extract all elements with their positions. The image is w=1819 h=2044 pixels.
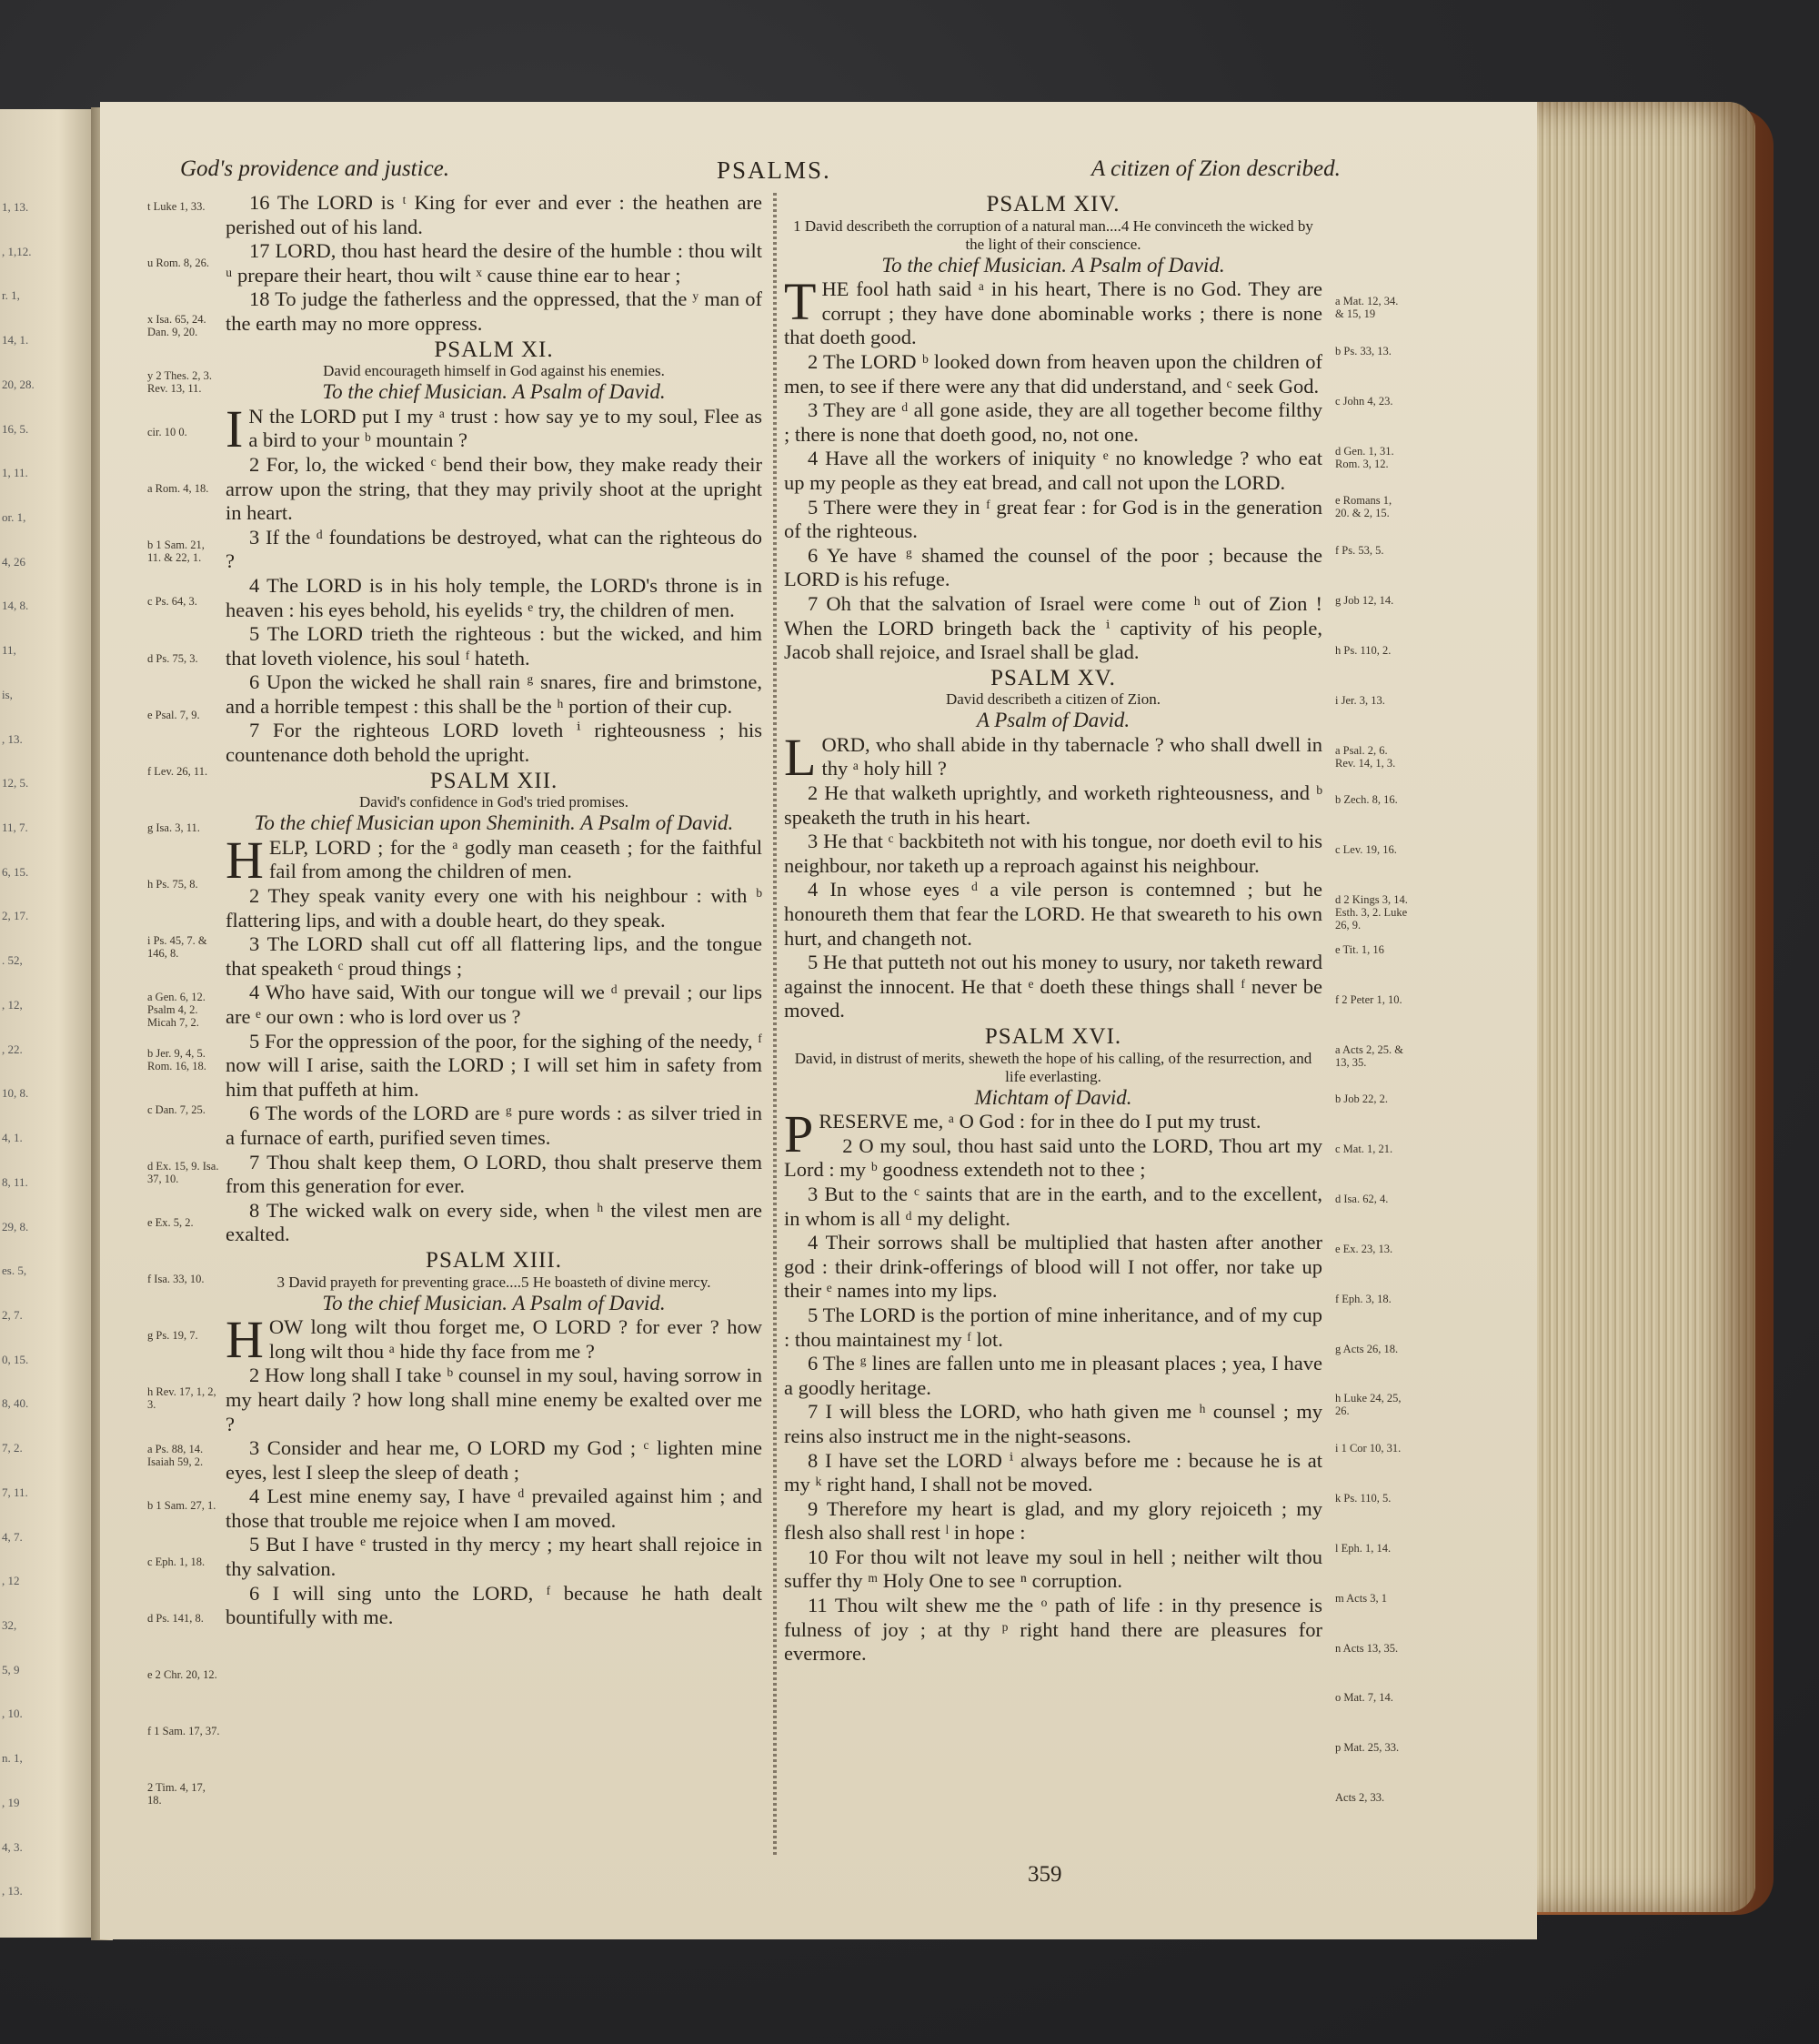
psalm-heading: PSALM XIII.	[426, 1247, 562, 1273]
psalm-superscription: To the chief Musician. A Psalm of David.	[881, 253, 1225, 277]
running-header-left: God's providence and justice.	[180, 156, 450, 181]
margin-reference: d Gen. 1, 31. Rom. 3, 12.	[1335, 444, 1394, 470]
psalm-superscription: To the chief Musician. A Psalm of David.	[322, 1291, 666, 1314]
left-page-reference: 4, 1.	[2, 1131, 23, 1145]
margin-reference: h Ps. 110, 2.	[1335, 643, 1392, 657]
margin-reference: c Dan. 7, 25.	[147, 1103, 206, 1117]
left-page-reference: 16, 5.	[2, 421, 29, 436]
verse: 11 Thou wilt shew me the ᵒ path of life : in thy presence is fulness of joy ; at thy ᵖ right hand there are pleasures for evermore.	[784, 1594, 1322, 1666]
verse: 3 If the ᵈ foundations be destroyed, what can the righteous do ?	[226, 525, 762, 573]
verse: 2 For, lo, the wicked ᶜ bend their bow, they make ready their arrow upon the string, that they may privily shoot at the upright in heart.	[226, 452, 762, 525]
margin-reference: o Mat. 7, 14.	[1335, 1691, 1393, 1705]
verse-text: ORD, who shall abide in thy tabernacle ? who shall dwell in thy ᵃ holy hill ?	[821, 732, 1322, 780]
margin-reference: c Mat. 1, 21.	[1335, 1143, 1393, 1156]
psalm-superscription: A Psalm of David.	[976, 709, 1131, 732]
margin-reference: e Ex. 5, 2.	[147, 1216, 194, 1230]
margin-reference: h Ps. 75, 8.	[147, 877, 198, 891]
psalm-heading: PSALM XVI.	[984, 1024, 1122, 1049]
left-page-reference: , 22.	[2, 1042, 23, 1056]
left-page-reference: 1, 13.	[2, 200, 29, 214]
margin-reference: d Ps. 141, 8.	[147, 1611, 204, 1625]
left-page-reference: 2, 7.	[2, 1307, 23, 1322]
margin-reference: c Ps. 64, 3.	[147, 595, 197, 609]
margin-reference: c Lev. 19, 16.	[1335, 843, 1397, 857]
verse: 7 Thou shalt keep them, O LORD, thou shalt preserve them from this generation for ever.	[226, 1150, 762, 1198]
margin-reference: c Eph. 1, 18.	[147, 1555, 206, 1568]
psalm-heading: PSALM XIV.	[986, 192, 1121, 216]
margin-reference: a Rom. 4, 18.	[147, 482, 209, 496]
left-page-reference: 4, 3.	[2, 1839, 23, 1854]
margin-reference: e Tit. 1, 16	[1335, 942, 1384, 956]
verse: 4 Who have said, With our tongue will we ᵈ prevail ; our lips are ᵉ our own : who is lord over us ?	[226, 981, 762, 1028]
verse: 5 The LORD is the portion of mine inheritance, and of my cup : thou maintainest my ᶠ lot.	[784, 1303, 1322, 1351]
margin-reference: k Ps. 110, 5.	[1335, 1492, 1392, 1505]
drop-cap: H	[226, 1310, 264, 1370]
left-page-reference: , 13.	[2, 1884, 23, 1898]
margin-reference: b Zech. 8, 16.	[1335, 793, 1398, 807]
margin-reference: b Job 22, 2.	[1335, 1092, 1388, 1106]
margin-reference: f Isa. 33, 10.	[147, 1273, 205, 1286]
left-page-reference: es. 5,	[2, 1264, 27, 1278]
margin-reference: m Acts 3, 1	[1335, 1591, 1387, 1605]
left-page-reference: 32,	[2, 1617, 17, 1632]
margin-reference: d 2 Kings 3, 14. Esth. 3, 2. Luke 26, 9.	[1335, 893, 1408, 932]
margin-reference: f Eph. 3, 18.	[1335, 1292, 1392, 1305]
verse: 3 The LORD shall cut off all flattering lips, and the tongue that speaketh ᶜ proud things ;	[226, 932, 762, 980]
left-page-reference: 14, 8.	[2, 599, 29, 613]
page-edges	[1510, 102, 1755, 1912]
left-page-reference: 11,	[2, 643, 16, 658]
verse: 4 Lest mine enemy say, I have ᵈ prevailed against him ; and those that trouble me rejoice when I am moved.	[226, 1485, 762, 1532]
left-page-reference: n. 1,	[2, 1751, 23, 1766]
margin-reference: f 1 Sam. 17, 37.	[147, 1724, 220, 1737]
left-page-reference: 7, 11.	[2, 1485, 28, 1499]
psalm-argument: David encourageth himself in God against his enemies.	[323, 362, 665, 380]
margin-reference: b Ps. 33, 13.	[1335, 344, 1392, 357]
verse-text: RESERVE me, ᵃ O God : for in thee do I put my trust.	[819, 1110, 1261, 1133]
psalm-argument: 1 David describeth the corruption of a natural man....4 He convinceth the wicked by the light of their conscience.	[793, 216, 1313, 253]
verse: 2 They speak vanity every one with his neighbour : with ᵇ flattering lips, and with a double heart, do they speak.	[226, 884, 762, 931]
verse: 2 How long shall I take ᵇ counsel in my soul, having sorrow in my heart daily ? how long shall mine enemy be exalted over me ?	[226, 1364, 762, 1435]
left-page-reference: 11, 7.	[2, 821, 28, 835]
verse: 2 He that walketh uprightly, and worketh righteousness, and ᵇ speaketh the truth in his heart.	[784, 781, 1322, 829]
margin-reference: h Luke 24, 25, 26.	[1335, 1392, 1402, 1418]
margin-reference: f Ps. 53, 5.	[1335, 544, 1384, 558]
verse	[784, 727, 1322, 787]
left-page-reference: , 10.	[2, 1707, 23, 1721]
left-page-reference: 0, 15.	[2, 1352, 29, 1366]
verse: 6 The ᵍ lines are fallen unto me in pleasant places ; yea, I have a goodly heritage.	[784, 1352, 1322, 1399]
margin-reference: g Ps. 19, 7.	[147, 1329, 198, 1343]
margin-reference: n Acts 13, 35.	[1335, 1641, 1399, 1655]
verse: 2 The LORD ᵇ looked down from heaven upon the children of men, to see if there were any that did understand, and ᶜ seek God.	[784, 349, 1322, 398]
margin-reference: h Rev. 17, 1, 2, 3.	[147, 1385, 216, 1412]
margin-reference: e Ex. 23, 13.	[1335, 1242, 1393, 1255]
left-page-reference: , 1,12.	[2, 244, 32, 258]
verse	[226, 1310, 762, 1370]
margin-reference: 2 Tim. 4, 17, 18.	[147, 1780, 206, 1807]
running-header-center: PSALMS.	[717, 156, 831, 184]
left-page-reference: , 12,	[2, 997, 23, 1012]
drop-cap: L	[784, 727, 817, 787]
psalm-argument: David describeth a citizen of Zion.	[945, 690, 1161, 709]
verse: 6 I will sing unto the LORD, ᶠ because he hath dealt bountifully with me.	[226, 1581, 762, 1629]
left-page-reference: 10, 8.	[2, 1086, 29, 1101]
verse: 3 He that ᶜ backbiteth not with his tongue, nor doeth evil to his neighbour, nor taketh up a reproach against his neighbour.	[784, 830, 1322, 877]
verse: 4 In whose eyes ᵈ a vile person is contemned ; but he honoureth them that fear the LORD. He that sweareth to his own hurt, and changeth not.	[784, 878, 1322, 950]
verse: 6 The words of the LORD are ᵍ pure words : as silver tried in a furnace of earth, purified seven times.	[226, 1102, 762, 1149]
verse: 9 Therefore my heart is glad, and my glory rejoiceth ; my flesh also shall rest ˡ in hope :	[784, 1496, 1322, 1545]
drop-cap: I	[226, 398, 244, 458]
verse: 7 Oh that the salvation of Israel were come ʰ out of Zion ! When the LORD bringeth back the ⁱ captivity of his people, Jacob shall rejoice, and Israel shall be glad.	[784, 591, 1322, 664]
margin-reference: a Ps. 88, 14. Isaiah 59, 2.	[147, 1442, 204, 1468]
verse: 8 The wicked walk on every side, when ʰ the vilest men are exalted.	[226, 1198, 762, 1246]
verse: 6 Ye have ᵍ shamed the counsel of the poor ; because the LORD is his refuge.	[784, 543, 1322, 591]
verse: 3 They are ᵈ all gone aside, they are all together become filthy ; there is none that doeth good, no, not one.	[784, 398, 1322, 446]
page-number: 359	[1028, 1862, 1062, 1887]
psalm-argument: 3 David prayeth for preventing grace....5 He boasteth of divine mercy.	[276, 1273, 711, 1291]
right-page	[100, 102, 1537, 1939]
psalm-heading: PSALM XV.	[990, 665, 1116, 690]
verse: 5 There were they in ᶠ great fear : for God is in the generation of the righteous.	[784, 495, 1322, 543]
left-page-reference: , 13.	[2, 731, 23, 746]
verse: 2 O my soul, thou hast said unto the LORD, Thou art my Lord : my ᵇ goodness extendeth not to thee ;	[784, 1133, 1322, 1182]
margin-reference: f 2 Peter 1, 10.	[1335, 992, 1402, 1006]
verse: 4 Their sorrows shall be multiplied that hasten after another god : their drink-offerings of blood will I not offer, nor take up their ᵉ names into my lips.	[784, 1231, 1322, 1303]
left-page-reference: 29, 8.	[2, 1219, 29, 1233]
verse: 5 The LORD trieth the righteous : but the wicked, and him that loveth violence, his soul ᶠ hateth.	[226, 622, 762, 670]
verse: 18 To judge the fatherless and the oppressed, that the ʸ man of the earth may no more oppress.	[226, 287, 762, 335]
psalm-heading: PSALM XI.	[434, 337, 554, 362]
left-page-reference: , 19	[2, 1795, 20, 1809]
margin-reference: g Isa. 3, 11.	[147, 821, 200, 834]
left-page-reference: 8, 40.	[2, 1396, 29, 1411]
verse: 4 Have all the workers of iniquity ᵉ no knowledge ? who eat up my people as they eat bread, and call not upon the LORD.	[784, 447, 1322, 494]
left-page-reference: 7, 2.	[2, 1441, 23, 1455]
verse	[784, 272, 1322, 350]
psalm-superscription: To the chief Musician upon Sheminith. A Psalm of David.	[254, 811, 734, 835]
margin-reference: b 1 Sam. 21, 11. & 22, 1.	[147, 539, 205, 565]
margin-reference: e Psal. 7, 9.	[147, 708, 200, 721]
margin-reference: t Luke 1, 33.	[147, 200, 206, 213]
left-page-reference: 12, 5.	[2, 776, 29, 790]
left-page-reference: 5, 9	[2, 1662, 20, 1676]
verse-text: HE fool hath said ᵃ in his heart, There is no God. They are corrupt ; they have done abominable works ; there is none that doeth good.	[784, 277, 1322, 349]
drop-cap: P	[784, 1104, 814, 1164]
margin-reference: l Eph. 1, 14.	[1335, 1541, 1392, 1555]
left-page-reference: or. 1,	[2, 510, 26, 525]
margin-reference: e 2 Chr. 20, 12.	[147, 1667, 217, 1681]
drop-cap: H	[226, 830, 264, 890]
left-page-reference: . 52,	[2, 953, 23, 968]
verse: 3 Consider and hear me, O LORD my God ; ᶜ lighten mine eyes, lest I sleep the sleep of death ;	[226, 1436, 762, 1484]
left-page-edge	[0, 109, 98, 1938]
margin-reference: e Romans 1, 20. & 2, 15.	[1335, 494, 1392, 520]
left-page-reference: 8, 11.	[2, 1174, 28, 1189]
verse	[226, 398, 762, 458]
left-page-reference: 6, 15.	[2, 864, 29, 879]
left-column	[226, 191, 762, 1630]
psalm-argument: David's confidence in God's tried promises.	[358, 793, 628, 811]
left-page-reference: 4, 7.	[2, 1529, 23, 1544]
margin-reference: i Ps. 45, 7. & 146, 8.	[147, 933, 207, 960]
margin-reference: a Mat. 12, 34. & 15, 19	[1335, 295, 1399, 320]
verse-text: ELP, LORD ; for the ᵃ godly man ceaseth ; for the faithful fail from among the children of men.	[268, 835, 762, 883]
margin-reference: g Job 12, 14.	[1335, 594, 1394, 608]
margin-reference: d Ex. 15, 9. Isa. 37, 10.	[147, 1160, 219, 1186]
margin-reference: f Lev. 26, 11.	[147, 764, 208, 778]
margin-reference: a Psal. 2, 6. Rev. 14, 1, 3.	[1335, 743, 1396, 770]
psalm-superscription: Michtam of David.	[974, 1085, 1132, 1109]
left-page-reference: 2, 17.	[2, 909, 29, 923]
verse: 10 For thou wilt not leave my soul in hell ; neither wilt thou suffer thy ᵐ Holy One to see ⁿ corruption.	[784, 1545, 1322, 1593]
verse: 8 I have set the LORD ⁱ always before me : because he is at my ᵏ right hand, I shall not be moved.	[784, 1448, 1322, 1496]
verse: 6 Upon the wicked he shall rain ᵍ snares, fire and brimstone, and a horrible tempest : this shall be the ʰ portion of their cup.	[226, 670, 762, 718]
psalm-argument: David, in distrust of merits, sheweth the hope of his calling, of the resurrection, and life everlasting.	[794, 1049, 1312, 1085]
left-page-reference: 20, 28.	[2, 377, 35, 391]
margin-reference: b 1 Sam. 27, 1.	[147, 1498, 216, 1512]
margin-reference: d Isa. 62, 4.	[1335, 1193, 1389, 1206]
margin-reference: Acts 2, 33.	[1335, 1791, 1385, 1805]
running-header-right: A citizen of Zion described.	[1091, 156, 1341, 181]
margin-reference: a Gen. 6, 12. Psalm 4, 2. Micah 7, 2.	[147, 990, 206, 1029]
left-page-reference: 4, 26	[2, 554, 25, 569]
left-page-reference: r. 1,	[2, 288, 20, 303]
margin-reference: a Acts 2, 25. & 13, 35.	[1335, 1042, 1403, 1069]
margin-reference: i Jer. 3, 13.	[1335, 693, 1385, 707]
left-page-reference: , 12	[2, 1574, 20, 1588]
verse: 17 LORD, thou hast heard the desire of the humble : thou wilt ᵘ prepare their heart, thou wilt ˣ cause thine ear to hear ;	[226, 239, 762, 287]
verse: 7 I will bless the LORD, who hath given me ʰ counsel ; my reins also instruct me in the night-seasons.	[784, 1400, 1322, 1447]
margin-reference: y 2 Thes. 2, 3. Rev. 13, 11.	[147, 369, 212, 396]
margin-reference: d Ps. 75, 3.	[147, 651, 198, 665]
margin-reference: p Mat. 25, 33.	[1335, 1741, 1400, 1755]
margin-reference: u Rom. 8, 26.	[147, 257, 210, 270]
margin-reference: g Acts 26, 18.	[1335, 1342, 1399, 1355]
verse: 3 But to the ᶜ saints that are in the earth, and to the excellent, in whom is all ᵈ my delight.	[784, 1182, 1322, 1230]
verse: 16 The LORD is ᵗ King for ever and ever : the heathen are perished out of his land.	[226, 191, 762, 238]
margin-reference: c John 4, 23.	[1335, 394, 1393, 408]
psalm-heading: PSALM XII.	[429, 768, 558, 793]
verse-text: OW long wilt thou forget me, O LORD ? for ever ? how long wilt thou ᵃ hide thy face from me ?	[268, 1315, 762, 1363]
margin-reference: x Isa. 65, 24. Dan. 9, 20.	[147, 313, 206, 339]
psalm-superscription: To the chief Musician. A Psalm of David.	[322, 380, 666, 404]
left-page-reference: is,	[2, 687, 13, 701]
right-column	[784, 191, 1322, 1666]
verse: 5 For the oppression of the poor, for the sighing of the needy, ᶠ now will I arise, saith the LORD ; I will set him in safety from him that puffeth at him.	[226, 1029, 762, 1101]
verse: 5 But I have ᵉ trusted in thy mercy ; my heart shall rejoice in thy salvation.	[226, 1533, 762, 1581]
margin-reference: b Jer. 9, 4, 5. Rom. 16, 18.	[147, 1047, 206, 1073]
margin-reference: i 1 Cor 10, 31.	[1335, 1442, 1402, 1455]
verse: 5 He that putteth not out his money to usury, nor taketh reward against the innocent. He that ᵉ doeth these things shall ᶠ never be moved.	[784, 951, 1322, 1022]
margin-reference: cir. 10 0.	[147, 426, 187, 439]
verse: 4 The LORD is in his holy temple, the LORD's throne is in heaven : his eyes behold, his eyelids ᵉ try, the children of men.	[226, 573, 762, 621]
left-page-reference: 14, 1.	[2, 333, 29, 347]
left-page-reference: 1, 11.	[2, 466, 28, 480]
verse	[226, 830, 762, 890]
verse: 7 For the righteous LORD loveth ⁱ righteousness ; his countenance doth behold the upright.	[226, 719, 762, 767]
verse-text: N the LORD put I my ᵃ trust : how say ye to my soul, Flee as a bird to your ᵇ mountain ?	[248, 404, 762, 452]
drop-cap: T	[784, 272, 817, 332]
column-divider	[773, 193, 777, 1858]
